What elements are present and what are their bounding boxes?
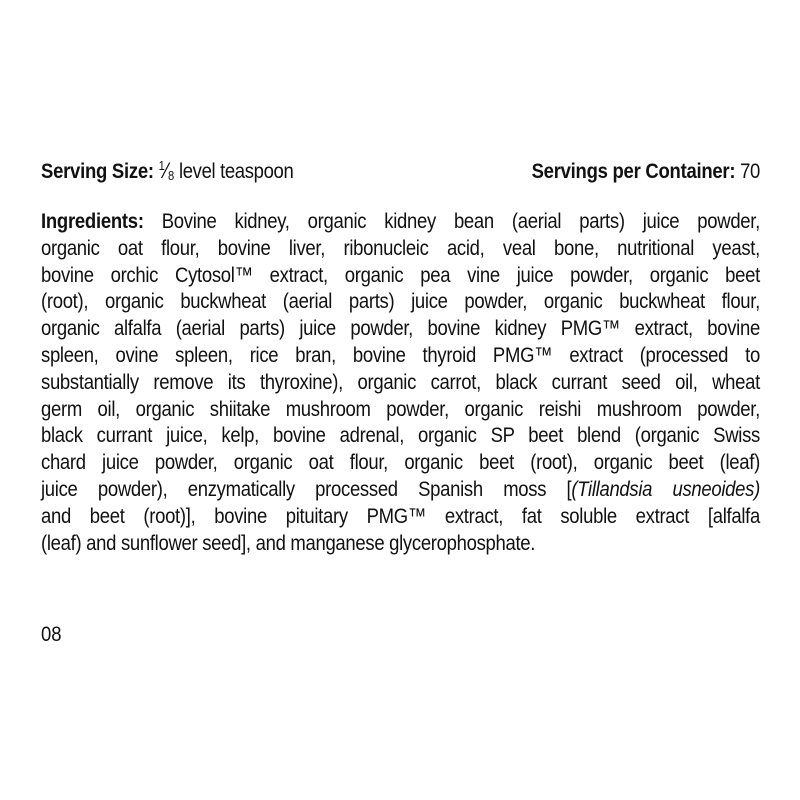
fraction-numerator: 1	[158, 158, 165, 173]
ingredients-label: Ingredients:	[41, 209, 144, 233]
fraction-denominator: 8	[167, 168, 175, 183]
ingredients-line: organic oat flour, bovine liver, ribonucleic acid, veal bone, nutritional yeast,	[41, 235, 760, 260]
ingredients-line: chard juice powder, organic oat flour, organic beet (root), organic beet (leaf)	[41, 450, 760, 475]
ingredients-text: Bovine kidney, organic kidney bean (aerial parts) juice powder,	[143, 209, 760, 233]
lot-code: 08	[41, 622, 62, 646]
servings-per-container	[532, 159, 760, 184]
ingredients-line: (root), organic buckwheat (aerial parts) juice powder, organic buckwheat flour,	[41, 289, 760, 314]
serving-size-value: level teaspoon	[178, 159, 294, 183]
ingredients-line: germ oil, organic shiitake mushroom powder, organic reishi mushroom powder,	[41, 396, 760, 421]
ingredients-line: substantially remove its thyroxine), organic carrot, black currant seed oil, wheat	[41, 369, 760, 394]
ingredients-line: organic alfalfa (aerial parts) juice powder, bovine kidney PMG™ extract, bovine	[41, 316, 760, 341]
ingredients-text: juice powder), enzymatically processed Spanish moss [	[41, 476, 572, 501]
ingredients-line: (leaf) and sunflower seed], and manganese glycerophosphate.	[41, 530, 536, 555]
servings-per-container-label: Servings per Container:	[531, 159, 736, 183]
serving-size	[41, 158, 293, 184]
ingredients-line	[41, 208, 760, 235]
species-name-italic: (Tillandsia usneoides)	[571, 476, 760, 501]
ingredients-line: black currant juice, kelp, bovine adrenal, organic SP beet blend (organic Swiss	[41, 423, 760, 448]
ingredients-block	[41, 208, 760, 556]
serving-size-label: Serving Size:	[41, 159, 154, 183]
ingredients-line: spleen, ovine spleen, rice bran, bovine thyroid PMG™ extract (processed to	[41, 342, 760, 367]
ingredients-line	[41, 476, 760, 503]
serving-info-row	[41, 158, 760, 190]
servings-per-container-value: 70	[740, 159, 760, 183]
ingredients-line: and beet (root)], bovine pituitary PMG™ extract, fat soluble extract [alfalfa	[41, 503, 760, 528]
serving-size-fraction	[159, 158, 175, 184]
ingredients-line: bovine orchic Cytosol™ extract, organic pea vine juice powder, organic beet	[41, 262, 760, 287]
fraction-slash: ⁄	[164, 158, 168, 183]
